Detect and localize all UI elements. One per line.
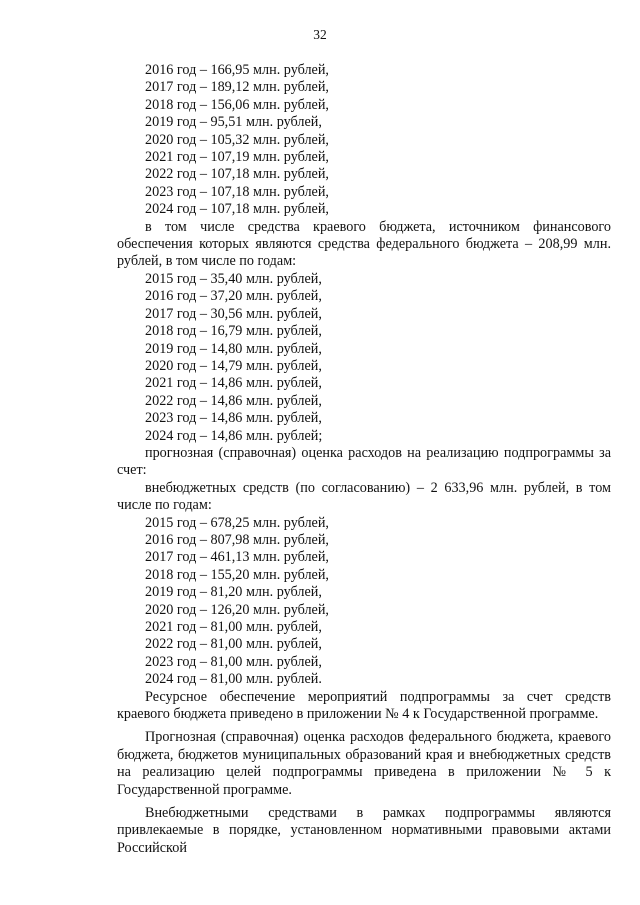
forecast-federal-paragraph: Прогнозная (справочная) оценка расходов федерального бюджета, краевого бюджета, бюджетов муниципальных образований края и внебюджетных средств на реализацию целей подпрограммы приведена в приложении № 5 к Государственной программе. (117, 729, 611, 798)
year-line: 2021 год – 14,86 млн. рублей, (145, 375, 322, 392)
year-line: 2016 год – 807,98 млн. рублей, (145, 531, 329, 548)
resource-paragraph: Ресурсное обеспечение мероприятий подпрограммы за счет средств краевого бюджета приведено в приложении № 4 к Государственной программе. (117, 688, 611, 723)
year-line: 2016 год – 166,95 млн. рублей, (145, 62, 329, 78)
year-line: 2024 год – 14,86 млн. рублей; (145, 427, 323, 444)
year-line: 2018 год – 155,20 млн. рублей, (145, 566, 329, 583)
year-line: 2021 год – 81,00 млн. рублей, (145, 619, 322, 635)
federal-funds-by-year-list (117, 271, 611, 445)
year-line: 2024 год – 81,00 млн. рублей. (145, 671, 322, 688)
page-number: 32 (313, 27, 327, 42)
year-line: 2021 год – 107,19 млн. рублей, (145, 149, 329, 166)
year-line: 2023 год – 81,00 млн. рублей, (145, 653, 322, 670)
year-line: 2023 год – 14,86 млн. рублей, (145, 410, 322, 427)
year-line: 2020 год – 14,79 млн. рублей, (145, 357, 322, 374)
year-line: 2023 год – 107,18 млн. рублей, (145, 183, 329, 200)
year-line: 2022 год – 81,00 млн. рублей, (145, 636, 322, 653)
year-line: 2016 год – 37,20 млн. рублей, (145, 288, 322, 305)
year-line: 2022 год – 107,18 млн. рублей, (145, 166, 329, 183)
year-line: 2017 год – 30,56 млн. рублей, (145, 305, 322, 322)
year-line: 2015 год – 35,40 млн. рублей, (145, 270, 322, 287)
forecast-paragraph: прогнозная (справочная) оценка расходов на реализацию подпрограммы за счет: (117, 444, 611, 479)
year-line: 2019 год – 95,51 млн. рублей, (145, 114, 322, 131)
year-line: 2020 год – 126,20 млн. рублей, (145, 601, 329, 618)
year-line: 2022 год – 14,86 млн. рублей, (145, 392, 322, 409)
year-line: 2024 год – 107,18 млн. рублей, (145, 201, 329, 218)
year-line: 2017 год – 461,13 млн. рублей, (145, 549, 329, 566)
year-line: 2017 год – 189,12 млн. рублей, (145, 79, 329, 96)
extrabudget-paragraph: внебюджетных средств (по согласованию) – 2 633,96 млн. рублей, в том числе по годам: (117, 479, 611, 514)
year-line: 2015 год – 678,25 млн. рублей, (145, 514, 329, 531)
funding-by-year-list (117, 62, 611, 219)
year-line: 2019 год – 81,20 млн. рублей, (145, 584, 322, 601)
extrabudget-means-paragraph: Внебюджетными средствами в рамках подпрограммы являются привлекаемые в порядке, установленном нормативными правовыми актами Российской (117, 805, 611, 856)
year-line: 2018 год – 156,06 млн. рублей, (145, 96, 329, 113)
federal-funds-paragraph: в том числе средства краевого бюджета, источником финансового обеспечения которых являются средства федерального бюджета – 208,99 млн. рублей, в том числе по годам: (117, 218, 611, 270)
year-line: 2019 год – 14,80 млн. рублей, (145, 340, 322, 357)
extrabudget-by-year-list (117, 515, 611, 689)
page-content (117, 62, 611, 857)
year-line: 2020 год – 105,32 млн. рублей, (145, 131, 329, 148)
year-line: 2018 год – 16,79 млн. рублей, (145, 323, 322, 340)
